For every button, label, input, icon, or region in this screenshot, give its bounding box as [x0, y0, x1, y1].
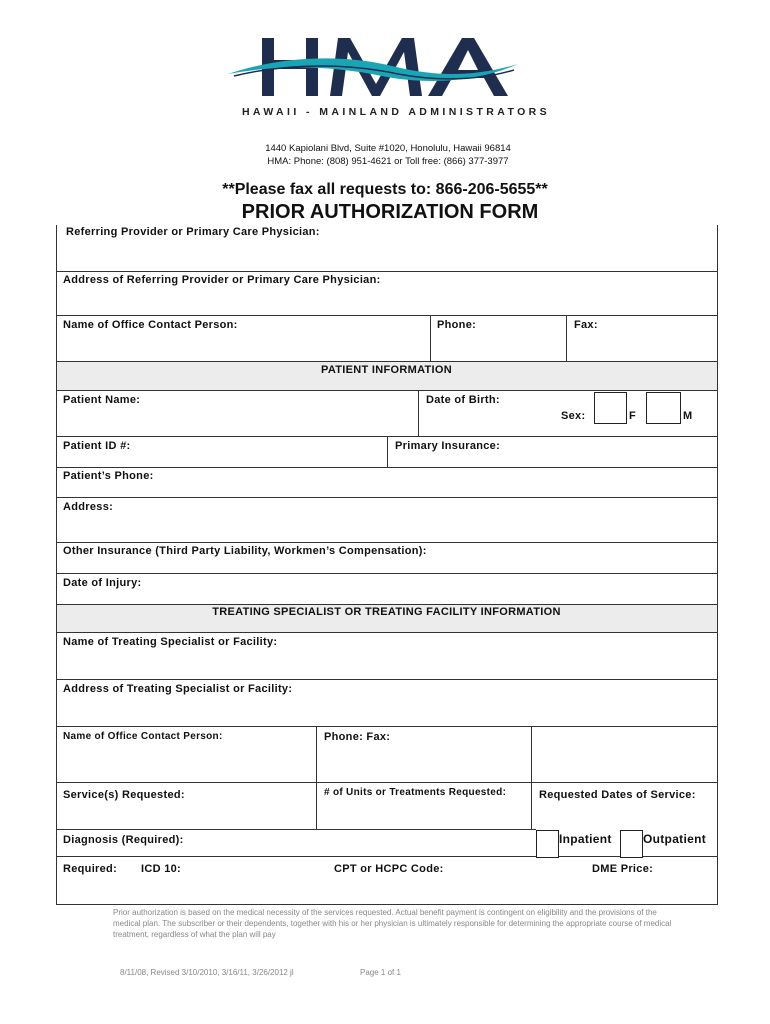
address-line: 1440 Kapiolani Blvd, Suite #1020, Honolulu, Hawaii 96814 [265, 143, 511, 154]
treating-address-label: Address of Treating Specialist or Facility: [63, 683, 293, 695]
dme-price-label: DME Price: [592, 863, 654, 875]
treating-name-label: Name of Treating Specialist or Facility: [63, 636, 278, 648]
office-contact-label: Name of Office Contact Person: [63, 319, 238, 331]
patient-name-label: Patient Name: [63, 394, 141, 406]
patient-id-label: Patient ID #: [63, 440, 131, 452]
primary-insurance-label: Primary Insurance: [395, 440, 501, 452]
dob-label: Date of Birth: [426, 394, 500, 406]
referring-fax-label: Fax: [574, 319, 598, 331]
patient-section-title: PATIENT INFORMATION [321, 364, 452, 376]
sex-f-label: F [629, 410, 637, 422]
sex-f-checkbox[interactable] [594, 392, 627, 424]
treating-phone-fax-label: Phone: Fax: [324, 731, 391, 743]
inpatient-checkbox[interactable] [536, 830, 559, 858]
form-title: PRIOR AUTHORIZATION FORM [241, 201, 539, 223]
icd10-label: ICD 10: [141, 863, 181, 875]
disclaimer-text: Prior authorization is based on the medical necessity of the services requested. Actual benefit payment is contingent on eligibility and the provisions of the medical plan. The subscriber or their dependents, together with his or her physician is ultimately responsible for determining the appropriate course of medical treatment, regardless of what the plan will pay [113, 908, 672, 939]
patient-phone-label: Patient’s Phone: [63, 470, 154, 482]
page-number: Page 1 of 1 [360, 968, 401, 977]
cpt-hcpc-label: CPT or HCPC Code: [334, 863, 444, 875]
revision-date: 8/11/08, Revised 3/10/2010, 3/16/11, 3/26/2012 jl [120, 968, 294, 977]
sex-m-label: M [683, 410, 693, 422]
required-label: Required: [63, 863, 118, 875]
units-requested-label: # of Units or Treatments Requested: [324, 787, 507, 798]
referring-address-label: Address of Referring Provider or Primary Care Physician: [63, 274, 381, 286]
other-insurance-label: Other Insurance (Third Party Liability, Workmen’s Compensation): [63, 545, 427, 557]
phone-line: HMA: Phone: (808) 951-4621 or Toll free: (866) 377-3977 [267, 156, 509, 167]
form-bottom-border [56, 904, 718, 905]
services-requested-label: Service(s) Requested: [63, 789, 185, 801]
inpatient-label: Inpatient [559, 832, 612, 846]
outpatient-checkbox[interactable] [620, 830, 643, 858]
tagline: HAWAII - MAINLAND ADMINISTRATORS [241, 106, 551, 118]
referring-phone-label: Phone: [437, 319, 477, 331]
patient-address-label: Address: [63, 501, 114, 513]
diagnosis-label: Diagnosis (Required): [63, 834, 184, 846]
treating-section-title: TREATING SPECIALIST OR TREATING FACILITY INFORMATION [212, 606, 561, 618]
dates-of-service-label: Requested Dates of Service: [539, 789, 696, 801]
fax-notice: **Please fax all requests to: 866-206-5655** [222, 181, 548, 198]
sex-label: Sex: [561, 410, 586, 422]
sex-m-checkbox[interactable] [646, 392, 681, 424]
referring-provider-label: Referring Provider or Primary Care Physician: [66, 226, 320, 238]
form-right-border [717, 225, 718, 904]
date-of-injury-label: Date of Injury: [63, 577, 142, 589]
hma-logo [222, 34, 522, 104]
form-left-border [56, 225, 57, 904]
outpatient-label: Outpatient [643, 832, 706, 846]
treating-contact-label: Name of Office Contact Person: [63, 731, 223, 742]
